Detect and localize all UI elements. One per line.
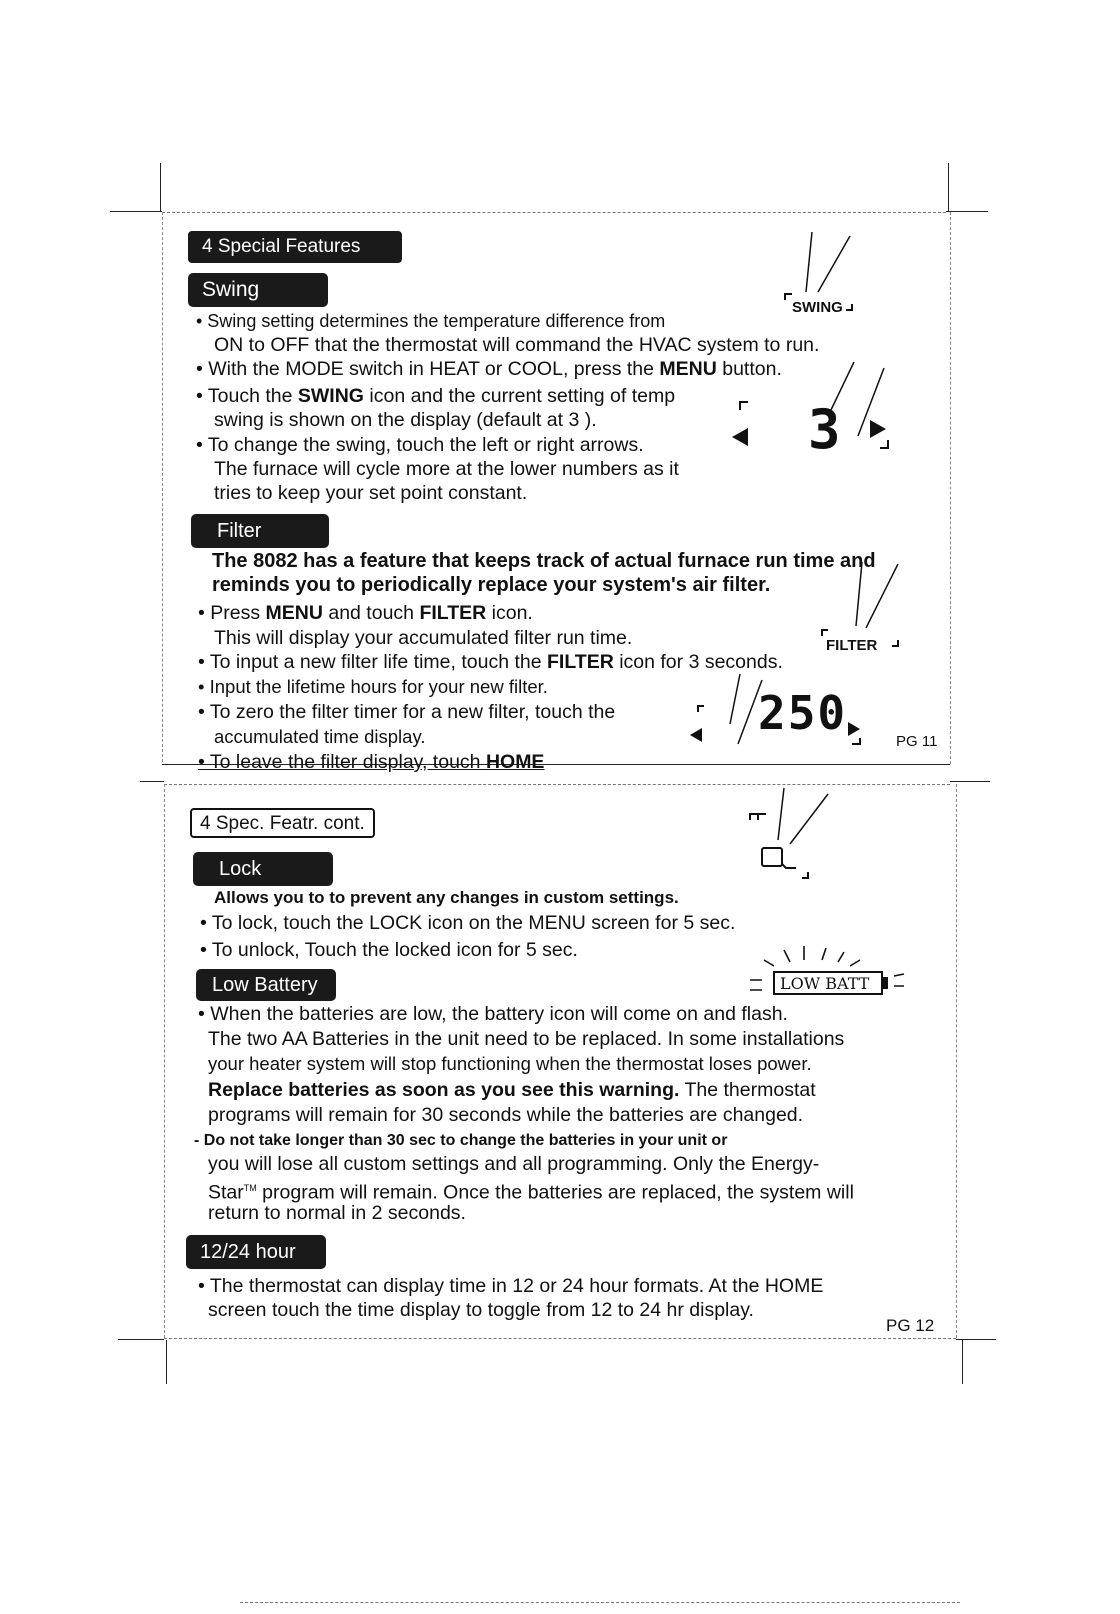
page-number-12: PG 12 — [886, 1316, 935, 1335]
swing-line-5: swing is shown on the display (default at 3 ). — [214, 409, 597, 431]
low-battery-line-7: you will lose all custom settings and all programming. Only the Energy- — [208, 1153, 820, 1175]
section-tab-special-features: 4 Special Features — [188, 231, 402, 263]
low-battery-line-2: The two AA Batteries in the unit need to be replaced. In some installations — [208, 1028, 845, 1050]
filter-press-line: • Press MENU and touch FILTER icon. — [198, 602, 533, 624]
crop-mark-left-bottom — [166, 1340, 167, 1384]
low-battery-line-6: - Do not take longer than 30 sec to change the batteries in your unit or — [194, 1132, 728, 1149]
swing-line-8: tries to keep your set point constant. — [214, 482, 528, 504]
swing-line-6: • To change the swing, touch the left or right arrows. — [196, 434, 644, 456]
low-battery-line-4: Replace batteries as soon as you see this warning. The thermostat — [208, 1079, 816, 1101]
low-battery-heading: Low Battery — [196, 969, 336, 1001]
swing-line-2: ON to OFF that the thermostat will command the HVAC system to run. — [214, 334, 820, 356]
filter-heading: Filter — [191, 514, 329, 548]
swing-heading: Swing — [188, 273, 328, 307]
crop-mark-top-right — [946, 211, 988, 212]
lock-heading: Lock — [193, 852, 333, 886]
crop-mark-left-top — [160, 163, 161, 211]
crop-mark-right-bottom — [962, 1340, 963, 1384]
low-battery-line-9: return to normal in 2 seconds. — [208, 1202, 466, 1224]
lock-line: • To lock, touch the LOCK icon on the MENU screen for 5 sec. — [200, 912, 736, 934]
filter-right-arrow-icon — [848, 722, 860, 736]
page12-bottom-border — [164, 1338, 956, 1339]
filter-icon-label: FILTER — [826, 637, 878, 654]
swing-line-3: • With the MODE switch in HEAT or COOL, press the MENU button. — [196, 358, 782, 380]
filter-zero-line-1: • To zero the filter timer for a new filter, touch the — [198, 701, 616, 723]
swing-line-4: • Touch the SWING icon and the current setting of temp — [196, 385, 676, 407]
page11-left-border — [162, 212, 163, 762]
lock-icon — [762, 848, 782, 866]
low-battery-line-3: your heater system will stop functioning when the thermostat loses power. — [208, 1053, 812, 1074]
crop-mark-top-left — [110, 211, 162, 212]
filter-intro-1: The 8082 has a feature that keeps track of actual furnace run time and — [212, 550, 876, 572]
footer-dashed-line — [240, 1602, 960, 1603]
swing-left-arrow-icon — [732, 428, 748, 446]
section-tab-spec-featr-cont: 4 Spec. Featr. cont. — [190, 808, 375, 838]
filter-display-line: This will display your accumulated filter run time. — [214, 627, 633, 649]
filter-intro-2: reminds you to periodically replace your system's air filter. — [212, 574, 771, 596]
unlock-line: • To unlock, Touch the locked icon for 5 sec. — [200, 939, 578, 961]
filter-lifetime-line: • Input the lifetime hours for your new filter. — [198, 676, 548, 697]
page12-left-border — [164, 784, 165, 1338]
filter-left-arrow-icon — [690, 728, 702, 742]
filter-display-value: 250 — [758, 686, 848, 740]
crop-mark-bottom-left — [118, 1339, 164, 1340]
swing-line-1: • Swing setting determines the temperature difference from — [196, 311, 666, 331]
low-battery-line-5: programs will remain for 30 seconds while the batteries are changed. — [208, 1104, 804, 1126]
lock-intro: Allows you to to prevent any changes in custom settings. — [214, 888, 679, 907]
filter-zero-line-2: accumulated time display. — [214, 726, 426, 747]
swing-right-arrow-icon — [870, 420, 886, 438]
low-batt-icon-label: LOW BATT — [780, 974, 870, 993]
lock-touch-icon — [740, 784, 850, 894]
swing-display-value: 3 — [808, 398, 841, 461]
hour-format-line-2: screen touch the time display to toggle from 12 to 24 hr display. — [208, 1299, 754, 1321]
filter-leave-line: • To leave the filter display, touch HOME — [198, 751, 545, 773]
hour-format-line-1: • The thermostat can display time in 12 or 24 hour formats. At the HOME — [198, 1275, 824, 1297]
swing-icon-label: SWING — [792, 299, 843, 316]
crop-mark-middle-right — [950, 781, 990, 782]
crop-mark-right-top — [948, 163, 949, 211]
page11-top-border — [162, 212, 946, 213]
low-battery-line-8: Star™ program will remain. Once the batteries are replaced, the system will — [208, 1181, 854, 1204]
filter-input-line: • To input a new filter life time, touch the FILTER icon for 3 seconds. — [198, 651, 783, 673]
page12-right-border — [956, 784, 957, 1338]
swing-line-7: The furnace will cycle more at the lower numbers as it — [214, 458, 679, 480]
hour-format-heading: 12/24 hour — [186, 1235, 326, 1269]
page11-right-border — [950, 212, 951, 764]
crop-mark-middle-left — [140, 781, 164, 782]
low-battery-line-1: • When the batteries are low, the battery icon will come on and flash. — [198, 1003, 788, 1025]
page-number-11: PG 11 — [896, 733, 938, 750]
